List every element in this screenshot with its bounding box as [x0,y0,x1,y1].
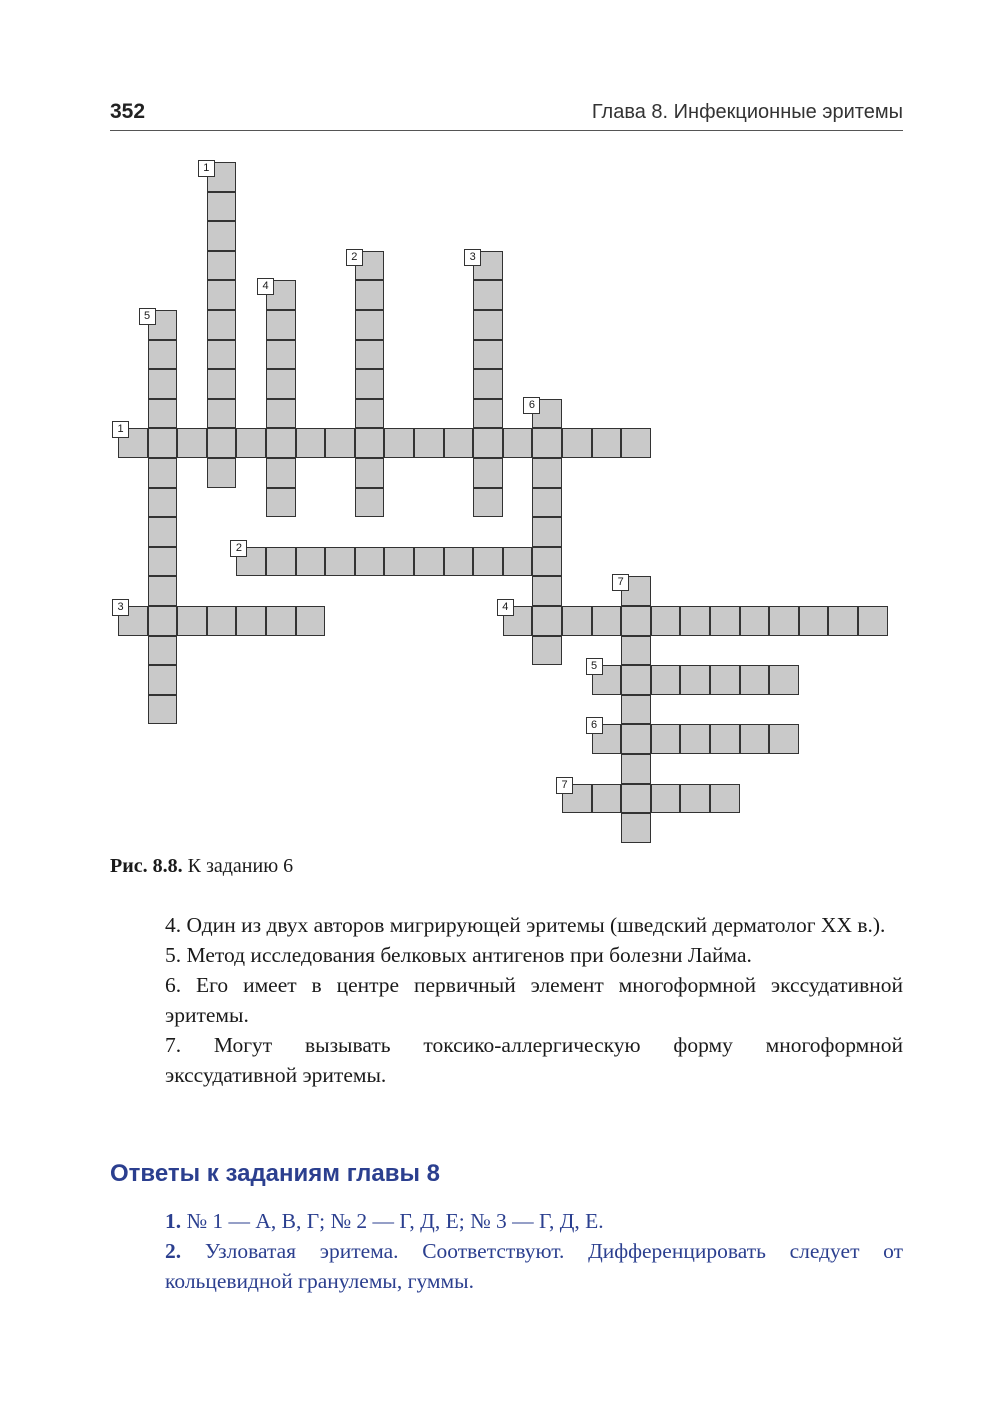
crossword-cell [740,724,770,754]
crossword-cell [769,665,799,695]
crossword-cell [207,280,237,310]
down-number-7: 7 [612,574,629,591]
crossword-cell [207,369,237,399]
crossword-cell [680,724,710,754]
crossword-cell [651,665,681,695]
crossword-cell [266,547,296,577]
crossword-cell [236,428,266,458]
across-number-5: 5 [586,658,603,675]
crossword-cell [355,399,385,429]
down-number-5: 5 [139,308,156,325]
figure-label: Рис. 8.8. [110,855,183,877]
figure-caption-text: К заданию 6 [187,855,294,877]
crossword-cell [296,547,326,577]
clue-item: 6. Его имеет в центре первичный элемент многоформной экссудативной эритемы. [165,973,903,1027]
crossword-cell [799,606,829,636]
answers-list [165,1206,903,1296]
figure-caption [110,855,293,878]
crossword-cell [680,665,710,695]
clue-list [165,910,903,1090]
crossword-cell [621,428,651,458]
crossword-cell [355,428,385,458]
answers-heading: Ответы к заданиям главы 8 [110,1160,440,1187]
crossword-cell [148,369,178,399]
crossword-cell [473,428,503,458]
crossword-cell [828,606,858,636]
crossword-cell [769,724,799,754]
crossword-cell [621,636,651,666]
down-number-3: 3 [464,249,481,266]
crossword-cell [355,340,385,370]
answer-item [165,1206,903,1236]
crossword-cell [207,606,237,636]
crossword-cell [148,458,178,488]
crossword-cell [266,310,296,340]
crossword-cell [266,399,296,429]
crossword-cell [296,606,326,636]
crossword-cell [207,192,237,222]
crossword-cell [444,428,474,458]
across-number-3: 3 [112,599,129,616]
crossword-cell [325,428,355,458]
crossword-cell [355,280,385,310]
crossword-cell [532,606,562,636]
crossword-cell [473,340,503,370]
across-number-1: 1 [112,421,129,438]
crossword-cell [207,221,237,251]
down-number-4: 4 [257,278,274,295]
crossword-cell [592,606,622,636]
crossword-cell [592,784,622,814]
across-number-7: 7 [556,777,573,794]
answer-label: 1. [165,1209,182,1233]
crossword-cell [384,547,414,577]
crossword-cell [532,636,562,666]
crossword-cell [858,606,888,636]
crossword-cell [236,606,266,636]
crossword-cell [710,724,740,754]
crossword-cell [207,340,237,370]
crossword-cell [266,488,296,518]
crossword-cell [207,428,237,458]
crossword-cell [621,695,651,725]
crossword-cell [621,784,651,814]
crossword-cell [148,428,178,458]
crossword-cell [473,458,503,488]
crossword-cell [414,547,444,577]
crossword-cell [148,340,178,370]
crossword-cell [148,488,178,518]
crossword-cell [207,251,237,281]
down-number-2: 2 [346,249,363,266]
crossword-cell [592,428,622,458]
crossword-cell [148,517,178,547]
crossword-cell [266,369,296,399]
crossword-cell [710,665,740,695]
crossword-cell [621,724,651,754]
crossword-cell [266,340,296,370]
clue-item: 7. Могут вызывать токсико-аллергическую форму многоформной экссудативной эритемы. [165,1033,903,1087]
crossword-cell [444,547,474,577]
crossword-cell [473,280,503,310]
crossword-cell [148,547,178,577]
crossword-cell [562,606,592,636]
crossword-cell [296,428,326,458]
clue-item: 4. Один из двух авторов мигрирующей эритемы (шведский дерматолог XX в.). [165,913,886,937]
crossword-cell [207,399,237,429]
crossword-cell [740,606,770,636]
crossword-cell [148,576,178,606]
crossword-cell [266,428,296,458]
crossword-cell [355,310,385,340]
answer-text: № 1 — А, В, Г; № 2 — Г, Д, Е; № 3 — Г, Д, Е. [186,1209,604,1233]
crossword-cell [710,784,740,814]
crossword-cell [532,458,562,488]
crossword-cell [680,606,710,636]
crossword-cell [473,547,503,577]
across-number-6: 6 [586,717,603,734]
crossword-cell [266,458,296,488]
crossword-cell [207,458,237,488]
crossword-cell [651,724,681,754]
down-number-1: 1 [198,160,215,177]
crossword-cell [651,606,681,636]
crossword-cell [473,369,503,399]
across-number-4: 4 [497,599,514,616]
crossword-cell [473,488,503,518]
answer-item [165,1236,903,1296]
crossword-cell [740,665,770,695]
page-number: 352 [110,100,146,123]
crossword-cell [503,428,533,458]
crossword-cell [532,517,562,547]
across-number-2: 2 [230,540,247,557]
crossword-cell [532,547,562,577]
crossword-cell [621,754,651,784]
crossword-cell [266,606,296,636]
crossword-cell [621,813,651,843]
crossword-cell [148,665,178,695]
answer-text: Узловатая эритема. Соответствуют. Дифференцировать следует от кольцевидной гранулемы, гуммы. [165,1239,904,1293]
crossword-cell [532,428,562,458]
crossword-cell [384,428,414,458]
crossword-cell [769,606,799,636]
crossword-cell [355,458,385,488]
crossword-cell [148,606,178,636]
crossword-cell [503,547,533,577]
crossword-cell [532,488,562,518]
crossword-cell [207,310,237,340]
crossword-cell [473,399,503,429]
crossword-cell [532,576,562,606]
crossword-cell [177,606,207,636]
crossword-cell [710,606,740,636]
crossword-cell [355,488,385,518]
chapter-title: Глава 8. Инфекционные эритемы [591,101,903,123]
crossword-cell [148,636,178,666]
down-number-6: 6 [523,397,540,414]
answer-label: 2. [165,1239,182,1263]
clue-item: 5. Метод исследования белковых антигенов при болезни Лайма. [165,943,752,967]
crossword-cell [562,428,592,458]
crossword-cell [621,606,651,636]
crossword-cell [414,428,444,458]
crossword-cell [355,369,385,399]
crossword-cell [651,784,681,814]
crossword-cell [621,665,651,695]
crossword-cell [177,428,207,458]
crossword-cell [148,695,178,725]
crossword-cell [148,399,178,429]
crossword-cell [325,547,355,577]
crossword-cell [355,547,385,577]
crossword-cell [680,784,710,814]
crossword-cell [473,310,503,340]
